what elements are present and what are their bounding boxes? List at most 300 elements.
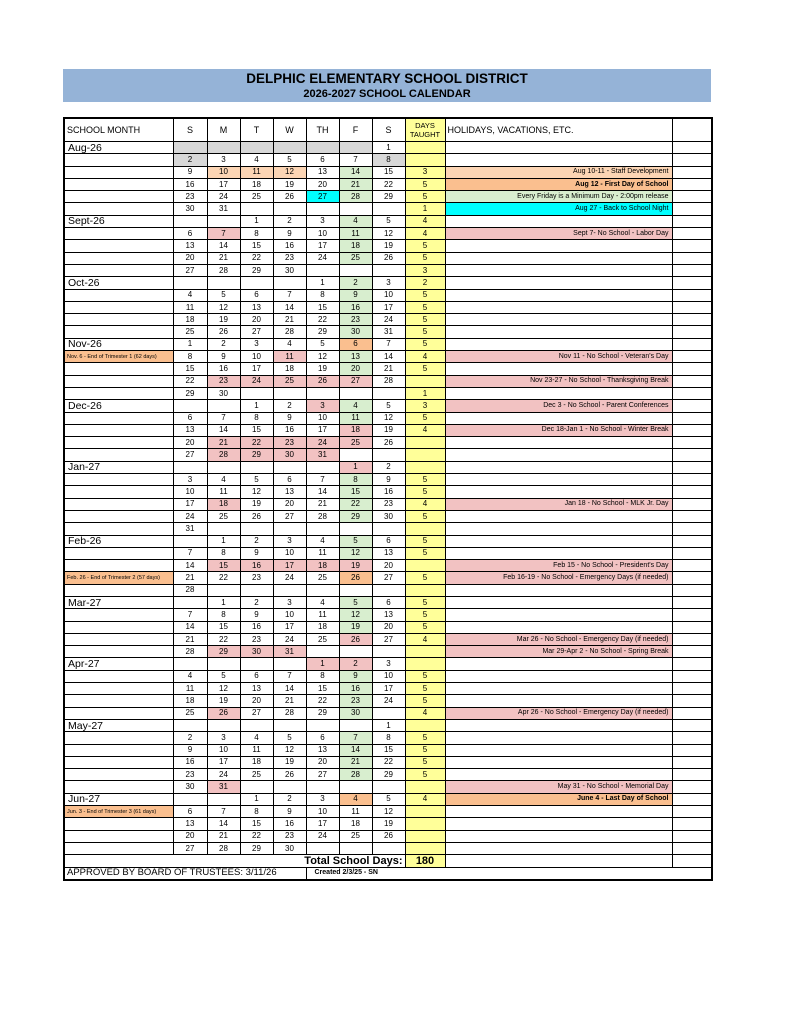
date-cell: 4	[273, 338, 306, 350]
date-cell: 11	[306, 609, 339, 621]
date-cell: 15	[240, 424, 273, 436]
date-cell	[273, 142, 306, 154]
date-cell	[240, 584, 273, 596]
school-calendar-table	[63, 117, 713, 881]
calendar-row	[64, 387, 712, 399]
date-cell: 9	[273, 806, 306, 818]
date-cell: 1	[372, 719, 405, 731]
date-cell: 31	[207, 203, 240, 215]
date-cell: 5	[273, 154, 306, 166]
date-cell: 7	[372, 338, 405, 350]
date-cell: 8	[339, 474, 372, 486]
calendar-row	[64, 683, 712, 695]
days-taught-cell	[405, 806, 445, 818]
date-cell: 17	[306, 240, 339, 252]
days-taught-cell: 5	[405, 535, 445, 547]
days-taught-cell: 4	[405, 633, 445, 645]
date-cell: 21	[207, 830, 240, 842]
date-cell	[240, 719, 273, 731]
days-taught-cell	[405, 818, 445, 830]
holiday-note: Feb 16-19 - No School - Emergency Days (if needed)	[445, 572, 672, 584]
month-label: Aug-26	[64, 142, 173, 154]
date-cell: 30	[173, 203, 207, 215]
date-cell	[173, 277, 207, 289]
date-cell	[207, 142, 240, 154]
month-label	[64, 486, 173, 498]
date-cell: 19	[306, 363, 339, 375]
total-blank	[445, 855, 672, 867]
date-cell	[240, 387, 273, 399]
date-cell: 3	[372, 277, 405, 289]
calendar-row	[64, 498, 712, 510]
date-cell	[372, 449, 405, 461]
header-sun: S	[173, 118, 207, 142]
holiday-note: Aug 27 - Back to School Night	[445, 203, 672, 215]
date-cell: 10	[240, 351, 273, 363]
date-cell: 20	[273, 498, 306, 510]
date-cell	[372, 707, 405, 719]
date-cell: 13	[240, 683, 273, 695]
date-cell	[339, 264, 372, 276]
month-label	[64, 523, 173, 535]
date-cell: 12	[207, 683, 240, 695]
date-cell: 27	[339, 375, 372, 387]
header-tue: T	[240, 118, 273, 142]
holiday-note	[445, 830, 672, 842]
extra-cell	[672, 633, 712, 645]
extra-cell	[672, 621, 712, 633]
calendar-row	[64, 646, 712, 658]
date-cell: 4	[306, 596, 339, 608]
date-cell: 19	[339, 560, 372, 572]
extra-cell	[672, 842, 712, 854]
calendar-row	[64, 289, 712, 301]
date-cell: 8	[306, 289, 339, 301]
date-cell: 15	[240, 818, 273, 830]
header-wed: W	[273, 118, 306, 142]
date-cell: 12	[273, 744, 306, 756]
date-cell: 12	[372, 806, 405, 818]
date-cell: 15	[207, 560, 240, 572]
calendar-row	[64, 375, 712, 387]
calendar-row	[64, 326, 712, 338]
holiday-note: Aug 10-11 - Staff Development	[445, 166, 672, 178]
date-cell: 12	[240, 486, 273, 498]
date-cell: 14	[207, 818, 240, 830]
days-taught-cell: 1	[405, 203, 445, 215]
extra-cell	[672, 732, 712, 744]
extra-cell	[672, 178, 712, 190]
date-cell: 20	[240, 314, 273, 326]
date-cell: 30	[339, 326, 372, 338]
date-cell: 13	[306, 744, 339, 756]
date-cell: 19	[372, 240, 405, 252]
date-cell: 14	[173, 560, 207, 572]
date-cell: 16	[339, 301, 372, 313]
date-cell: 30	[273, 842, 306, 854]
date-cell: 22	[207, 633, 240, 645]
footer-row	[64, 867, 712, 880]
date-cell: 15	[240, 240, 273, 252]
days-taught-cell	[405, 560, 445, 572]
date-cell: 31	[273, 646, 306, 658]
calendar-row	[64, 486, 712, 498]
date-cell: 24	[306, 437, 339, 449]
days-taught-cell: 5	[405, 486, 445, 498]
date-cell: 2	[240, 596, 273, 608]
extra-cell	[672, 215, 712, 227]
date-cell: 4	[207, 474, 240, 486]
date-cell	[207, 400, 240, 412]
date-cell: 25	[240, 191, 273, 203]
month-label	[64, 154, 173, 166]
date-cell: 18	[306, 621, 339, 633]
date-cell	[306, 842, 339, 854]
date-cell: 21	[273, 695, 306, 707]
date-cell: 17	[306, 818, 339, 830]
date-cell: 18	[339, 424, 372, 436]
month-label	[64, 695, 173, 707]
date-cell: 10	[207, 166, 240, 178]
days-taught-cell	[405, 719, 445, 731]
month-label	[64, 646, 173, 658]
date-cell: 10	[306, 806, 339, 818]
date-cell: 19	[339, 621, 372, 633]
date-cell: 20	[240, 695, 273, 707]
date-cell: 6	[372, 535, 405, 547]
days-taught-cell: 5	[405, 178, 445, 190]
date-cell: 26	[339, 633, 372, 645]
days-taught-cell: 4	[405, 707, 445, 719]
month-label	[64, 203, 173, 215]
days-taught-cell	[405, 437, 445, 449]
days-taught-cell	[405, 142, 445, 154]
holiday-note: Mar 26 - No School - Emergency Day (if needed)	[445, 633, 672, 645]
date-cell: 31	[372, 326, 405, 338]
date-cell: 10	[207, 744, 240, 756]
days-taught-cell: 5	[405, 301, 445, 313]
date-cell: 7	[207, 412, 240, 424]
extra-cell	[672, 646, 712, 658]
date-cell	[372, 646, 405, 658]
extra-cell	[672, 695, 712, 707]
holiday-note	[445, 412, 672, 424]
date-cell	[339, 646, 372, 658]
date-cell: 3	[306, 215, 339, 227]
days-taught-cell: 2	[405, 277, 445, 289]
date-cell: 7	[173, 547, 207, 559]
date-cell: 22	[372, 756, 405, 768]
date-cell: 4	[339, 400, 372, 412]
extra-cell	[672, 596, 712, 608]
date-cell	[240, 277, 273, 289]
extra-cell	[672, 400, 712, 412]
date-cell: 13	[173, 818, 207, 830]
holiday-note: Nov 11 - No School - Veteran's Day	[445, 351, 672, 363]
header-holidays: HOLIDAYS, VACATIONS, ETC.	[445, 118, 672, 142]
date-cell: 22	[240, 252, 273, 264]
date-cell: 1	[240, 793, 273, 805]
date-cell: 11	[339, 228, 372, 240]
date-cell: 18	[306, 560, 339, 572]
date-cell	[372, 264, 405, 276]
calendar-row	[64, 609, 712, 621]
date-cell: 20	[173, 252, 207, 264]
days-taught-cell: 5	[405, 769, 445, 781]
date-cell: 11	[339, 806, 372, 818]
holiday-note: Sept 7- No School - Labor Day	[445, 228, 672, 240]
date-cell: 9	[273, 412, 306, 424]
date-cell: 16	[339, 683, 372, 695]
date-cell: 27	[173, 449, 207, 461]
extra-cell	[672, 191, 712, 203]
calendar-row	[64, 793, 712, 805]
title-banner	[63, 69, 711, 102]
days-taught-cell	[405, 842, 445, 854]
date-cell: 28	[173, 584, 207, 596]
date-cell: 5	[339, 596, 372, 608]
holiday-note: Apr 26 - No School - Emergency Day (if needed)	[445, 707, 672, 719]
holiday-note	[445, 142, 672, 154]
date-cell: 29	[372, 769, 405, 781]
date-cell	[372, 584, 405, 596]
extra-cell	[672, 719, 712, 731]
calendar-row	[64, 228, 712, 240]
calendar-row	[64, 818, 712, 830]
date-cell: 25	[339, 437, 372, 449]
extra-cell	[672, 424, 712, 436]
holiday-note	[445, 584, 672, 596]
date-cell: 26	[273, 191, 306, 203]
date-cell: 5	[306, 338, 339, 350]
date-cell: 17	[173, 498, 207, 510]
date-cell: 10	[306, 412, 339, 424]
holiday-note	[445, 486, 672, 498]
calendar-row	[64, 178, 712, 190]
date-cell	[339, 781, 372, 793]
date-cell: 25	[173, 707, 207, 719]
holiday-note	[445, 363, 672, 375]
date-cell: 4	[240, 732, 273, 744]
date-cell: 21	[173, 633, 207, 645]
calendar-row	[64, 240, 712, 252]
date-cell: 19	[207, 314, 240, 326]
date-cell: 24	[372, 314, 405, 326]
date-cell: 26	[207, 707, 240, 719]
date-cell: 7	[273, 670, 306, 682]
date-cell: 3	[173, 474, 207, 486]
holiday-note	[445, 806, 672, 818]
date-cell: 18	[173, 314, 207, 326]
days-taught-cell: 5	[405, 744, 445, 756]
date-cell: 18	[273, 363, 306, 375]
extra-cell	[672, 166, 712, 178]
date-cell: 15	[306, 683, 339, 695]
holiday-note	[445, 719, 672, 731]
date-cell: 19	[207, 695, 240, 707]
date-cell	[273, 781, 306, 793]
calendar-body	[64, 142, 712, 855]
date-cell: 3	[306, 793, 339, 805]
date-cell: 7	[207, 806, 240, 818]
calendar-row	[64, 572, 712, 584]
holiday-note	[445, 215, 672, 227]
extra-cell	[672, 437, 712, 449]
date-cell: 25	[339, 252, 372, 264]
date-cell: 1	[207, 596, 240, 608]
days-taught-cell: 5	[405, 289, 445, 301]
date-cell: 23	[273, 830, 306, 842]
date-cell	[372, 523, 405, 535]
approved-text: APPROVED BY BOARD OF TRUSTEES: 3/11/26	[64, 867, 306, 880]
holiday-note	[445, 437, 672, 449]
extra-cell	[672, 449, 712, 461]
date-cell: 6	[173, 806, 207, 818]
date-cell: 6	[306, 154, 339, 166]
date-cell: 19	[273, 756, 306, 768]
days-taught-cell: 5	[405, 191, 445, 203]
month-label	[64, 424, 173, 436]
date-cell: 12	[273, 166, 306, 178]
extra-cell	[672, 252, 712, 264]
date-cell: 11	[207, 486, 240, 498]
holiday-note	[445, 769, 672, 781]
extra-cell	[672, 510, 712, 522]
date-cell: 8	[240, 412, 273, 424]
month-label	[64, 178, 173, 190]
date-cell: 1	[372, 142, 405, 154]
date-cell: 17	[207, 756, 240, 768]
date-cell: 18	[339, 240, 372, 252]
date-cell	[339, 523, 372, 535]
date-cell: 30	[339, 707, 372, 719]
date-cell: 28	[207, 842, 240, 854]
date-cell: 4	[306, 535, 339, 547]
calendar-row	[64, 510, 712, 522]
date-cell: 6	[173, 228, 207, 240]
date-cell: 23	[372, 498, 405, 510]
district-title: DELPHIC ELEMENTARY SCHOOL DISTRICT	[246, 71, 528, 86]
extra-cell	[672, 535, 712, 547]
extra-cell	[672, 523, 712, 535]
month-label	[64, 449, 173, 461]
date-cell	[273, 584, 306, 596]
date-cell: 19	[372, 818, 405, 830]
date-cell: 31	[207, 781, 240, 793]
date-cell	[173, 461, 207, 473]
month-label	[64, 547, 173, 559]
date-cell: 6	[240, 289, 273, 301]
month-label	[64, 387, 173, 399]
date-cell: 15	[173, 363, 207, 375]
holiday-note	[445, 461, 672, 473]
date-cell: 9	[240, 547, 273, 559]
date-cell: 1	[207, 535, 240, 547]
date-cell: 13	[273, 486, 306, 498]
date-cell: 7	[306, 474, 339, 486]
extra-cell	[672, 683, 712, 695]
holiday-note	[445, 658, 672, 670]
date-cell: 17	[372, 301, 405, 313]
date-cell: 29	[306, 326, 339, 338]
holiday-note	[445, 523, 672, 535]
date-cell: 7	[173, 609, 207, 621]
days-taught-cell: 5	[405, 510, 445, 522]
calendar-row	[64, 277, 712, 289]
holiday-note: Every Friday is a Minimum Day - 2:00pm release	[445, 191, 672, 203]
date-cell: 2	[207, 338, 240, 350]
holiday-note	[445, 387, 672, 399]
date-cell: 22	[240, 830, 273, 842]
date-cell: 9	[339, 670, 372, 682]
month-label	[64, 830, 173, 842]
date-cell: 31	[306, 449, 339, 461]
date-cell	[207, 658, 240, 670]
date-cell: 2	[273, 215, 306, 227]
date-cell	[240, 523, 273, 535]
date-cell: 16	[207, 363, 240, 375]
extra-cell	[672, 572, 712, 584]
date-cell: 6	[372, 596, 405, 608]
calendar-row	[64, 301, 712, 313]
date-cell: 5	[339, 535, 372, 547]
days-taught-cell: 5	[405, 363, 445, 375]
calendar-row	[64, 769, 712, 781]
date-cell: 16	[240, 560, 273, 572]
holiday-note	[445, 154, 672, 166]
extra-cell	[672, 793, 712, 805]
month-label	[64, 166, 173, 178]
date-cell: 20	[339, 363, 372, 375]
month-label	[64, 781, 173, 793]
month-label	[64, 769, 173, 781]
days-taught-cell: 5	[405, 670, 445, 682]
date-cell: 18	[240, 756, 273, 768]
date-cell: 11	[240, 166, 273, 178]
date-cell: 29	[240, 449, 273, 461]
date-cell: 7	[339, 732, 372, 744]
month-label: Jan-27	[64, 461, 173, 473]
date-cell	[173, 793, 207, 805]
month-label	[64, 252, 173, 264]
date-cell: 29	[240, 264, 273, 276]
date-cell: 26	[339, 572, 372, 584]
date-cell: 9	[372, 474, 405, 486]
holiday-note	[445, 449, 672, 461]
holiday-note: June 4 - Last Day of School	[445, 793, 672, 805]
holiday-note	[445, 474, 672, 486]
date-cell	[173, 596, 207, 608]
date-cell: 20	[173, 437, 207, 449]
extra-cell	[672, 474, 712, 486]
holiday-note: Aug 12 - First Day of School	[445, 178, 672, 190]
month-label	[64, 301, 173, 313]
date-cell: 24	[207, 191, 240, 203]
date-cell	[306, 646, 339, 658]
date-cell: 6	[273, 474, 306, 486]
date-cell: 13	[372, 609, 405, 621]
date-cell	[339, 842, 372, 854]
date-cell	[173, 400, 207, 412]
header-extra	[672, 118, 712, 142]
calendar-row	[64, 203, 712, 215]
extra-cell	[672, 781, 712, 793]
holiday-note: Mar 29-Apr 2 - No School - Spring Break	[445, 646, 672, 658]
date-cell: 15	[372, 744, 405, 756]
date-cell: 1	[240, 400, 273, 412]
extra-cell	[672, 387, 712, 399]
extra-cell	[672, 806, 712, 818]
